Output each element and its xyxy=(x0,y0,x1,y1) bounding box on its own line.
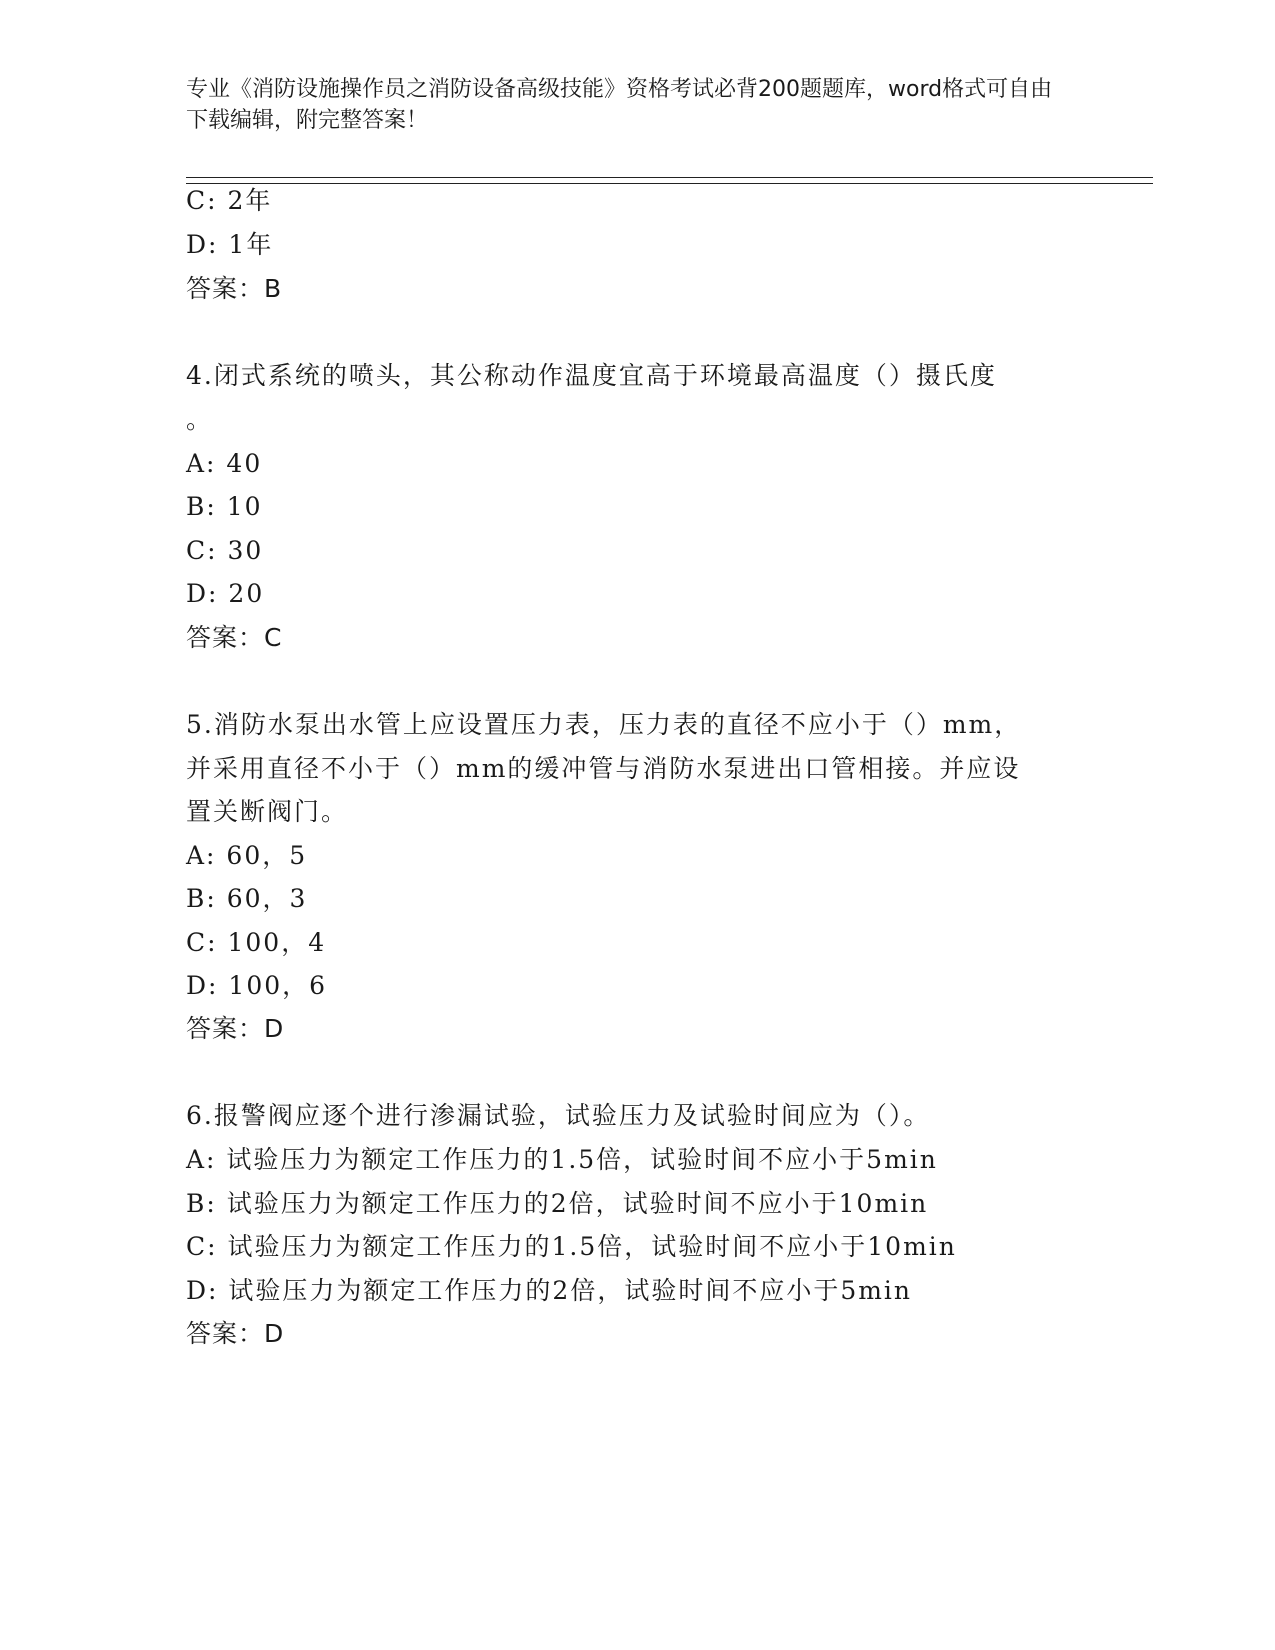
answer: 答案：B xyxy=(186,274,283,303)
answer: 答案：D xyxy=(186,1014,285,1043)
option-c: C: 100，4 xyxy=(186,928,327,957)
option-b: B: 试验压力为额定工作压力的2倍，试验时间不应小于10min xyxy=(186,1189,929,1218)
option-d: D: 试验压力为额定工作压力的2倍，试验时间不应小于5min xyxy=(186,1276,913,1305)
option-d: D: 1年 xyxy=(186,230,274,259)
option-b: B: 60，3 xyxy=(186,884,308,913)
option-b: B: 10 xyxy=(186,492,263,521)
question-stem: 。 xyxy=(186,405,214,434)
option-c: C: 2年 xyxy=(186,186,273,215)
question-stem: 并采用直径不小于（）mm的缓冲管与消防水泵进出口管相接。并应设 xyxy=(186,754,1021,783)
option-c: C: 30 xyxy=(186,536,264,565)
option-a: A: 60，5 xyxy=(186,841,308,870)
question-stem: 置关断阀门。 xyxy=(186,797,349,826)
answer: 答案：D xyxy=(186,1319,285,1348)
question-stem: 6.报警阀应逐个进行渗漏试验，试验压力及试验时间应为（）。 xyxy=(186,1101,931,1130)
question-stem: 5.消防水泵出水管上应设置压力表，压力表的直径不应小于（）mm， xyxy=(186,710,1022,739)
answer: 答案：C xyxy=(186,623,283,652)
header-divider xyxy=(186,177,1153,184)
option-c: C: 试验压力为额定工作压力的1.5倍，试验时间不应小于10min xyxy=(186,1232,957,1261)
option-a: A: 试验压力为额定工作压力的1.5倍，试验时间不应小于5min xyxy=(186,1145,938,1174)
option-d: D: 100，6 xyxy=(186,971,328,1000)
option-a: A: 40 xyxy=(186,449,263,478)
question-stem: 4.闭式系统的喷头，其公称动作温度宜高于环境最高温度（）摄氏度 xyxy=(186,361,997,390)
option-d: D: 20 xyxy=(186,579,265,608)
page-header-title: 专业《消防设施操作员之消防设备高级技能》资格考试必背200题题库，word格式可自由下载编辑，附完整答案！ xyxy=(186,77,1053,133)
